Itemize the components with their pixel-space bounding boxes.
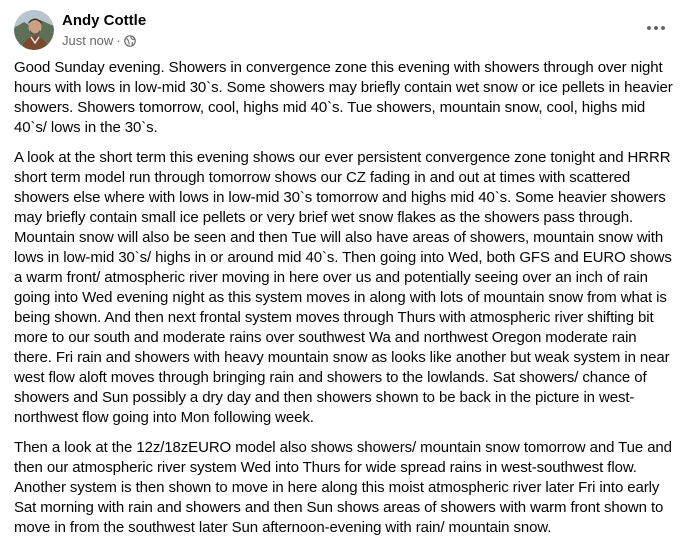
more-horizontal-icon (646, 25, 666, 31)
post-timestamp-row (62, 32, 146, 50)
avatar-image (14, 10, 54, 50)
avatar[interactable] (14, 10, 54, 50)
post-meta (62, 11, 146, 50)
more-options-button[interactable] (639, 14, 673, 42)
separator-dot: · (116, 32, 121, 48)
post-header (14, 10, 146, 50)
post-body (14, 58, 675, 548)
post-timestamp[interactable]: Just now (62, 32, 114, 48)
post-paragraph-1: Good Sunday evening. Showers in convergence zone this evening with showers through over night hours with lows in low-mid 30`s. Some showers may briefly contain wet snow or ice pellets in heavier showers. Showers tomorrow, cool, highs mid 40`s. Tue showers, mountain snow, cool, highs mid 40`s/ lows in the 30`s. (14, 59, 673, 136)
author-name[interactable]: Andy Cottle (62, 11, 147, 29)
post-paragraph-3: Then a look at the 12z/18zEURO model also shows showers/ mountain snow tomorrow and Tue and then our atmospheric river system Wed into Thurs for wide spread rains in west-southwest flow. Another system is then shown to move in here along this moist atmospheric river later Fri into early Sat morning with rain and showers and then Sun shows areas of showers with warm front shown to move in from the southwest later Sun afternoon-evening with rain/ mountain snow. (14, 439, 672, 536)
globe-icon[interactable] (124, 35, 136, 47)
post-paragraph-2: A look at the short term this evening shows our ever persistent convergence zone tonight and HRRR short term model run through tomorrow shows our CZ fading in and out at times with scattered showers else where with lows in low-mid 30`s tomorrow and highs mid 40`s. Some heavier showers may briefly contain small ice pellets or very brief wet snow flakes as the showers pass through. Mountain snow will also be seen and then Tue will also have areas of showers, mountain snow with lows in low-mid 30`s/ highs in or around mid 40`s. Then going into Wed, both GFS and EURO shows a warm front/ atmospheric river moving in here over us and potentially seeing over an inch of rain going into Wed evening night as this system moves in along with lots of mountain snow from what is being shown. And then next frontal system moves through Thurs with atmospheric river shifting bit more to our south and moderate rains over southwest Wa and northwest Oregon moderate rain there. Fri rain and showers with heavy mountain snow as looks like another but weak system in near west flow aloft moves through bringing rain and showers to the lowlands. Sat showers/ chance of showers and Sun possibly a dry day and then showers shown to be back in the picture in west-northwest flow going into Mon following week. (14, 149, 672, 426)
